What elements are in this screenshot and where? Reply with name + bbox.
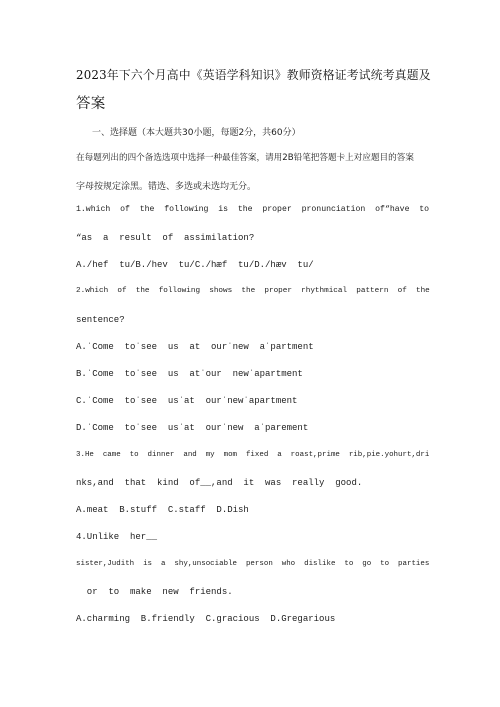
question-3-stem-line-1: 3.He came to dinner and my mom fixed a roast,prime rib,pie.yohurt,dri — [76, 451, 430, 459]
question-4-stem-line-2: sister,Judith is a shy,unsociable person who dislike to go to parties — [76, 560, 430, 568]
question-1-stem-line-2: “as a result of assimilation? — [76, 233, 255, 243]
question-4-stem-line-3: or to make new friends. — [76, 587, 233, 597]
document-title-line-2: 答案 — [76, 96, 106, 112]
instructions-line-1: 在每题列出的四个备选选项中选择一种最佳答案，请用2B铅笔把答题卡上对应题目的答案 — [76, 153, 414, 163]
question-2-stem-line-2: sentence? — [76, 315, 125, 325]
question-1-stem-line-1: 1.which of the following is the proper pronunciation of“have to — [76, 205, 430, 214]
question-3-stem-line-2: nks,and that kind of__,and it was really good. — [76, 478, 363, 488]
question-2-option-b: B.ˈCome toˈsee us atˈour newˈapartment — [76, 369, 303, 379]
question-4-options: A.charming B.friendly C.gracious D.Gregarious — [76, 614, 336, 624]
question-2-option-d: D.ˈCome toˈsee usˈat ourˈnew aˈparement — [76, 423, 309, 433]
question-2-option-a: A.ˈCome toˈsee us at ourˈnew aˈpartment — [76, 342, 314, 352]
question-2-option-c: C.ˈCome toˈsee usˈat ourˈnewˈapartment — [76, 396, 298, 406]
question-4-stem-line-1: 4.Unlike her__ — [76, 532, 158, 542]
question-3-options: A.meat B.stuff C.staff D.Dish — [76, 505, 249, 515]
instructions-line-2: 字母按规定涂黑。错选、多选或未选均无分。 — [76, 182, 257, 192]
section-heading: 一、选择题（本大题共30小题，每题2分，共60分） — [92, 128, 301, 138]
question-2-stem-line-1: 2.which of the following shows the proper rhythmical pattern of the — [76, 287, 430, 295]
document-title-line-1: 2023年下六个月高中《英语学科知识》教师资格证考试统考真题及 — [76, 68, 431, 82]
question-1-options: A./hef tu/B./hev tu/C./hæf tu/D./hæv tu/ — [76, 260, 314, 270]
